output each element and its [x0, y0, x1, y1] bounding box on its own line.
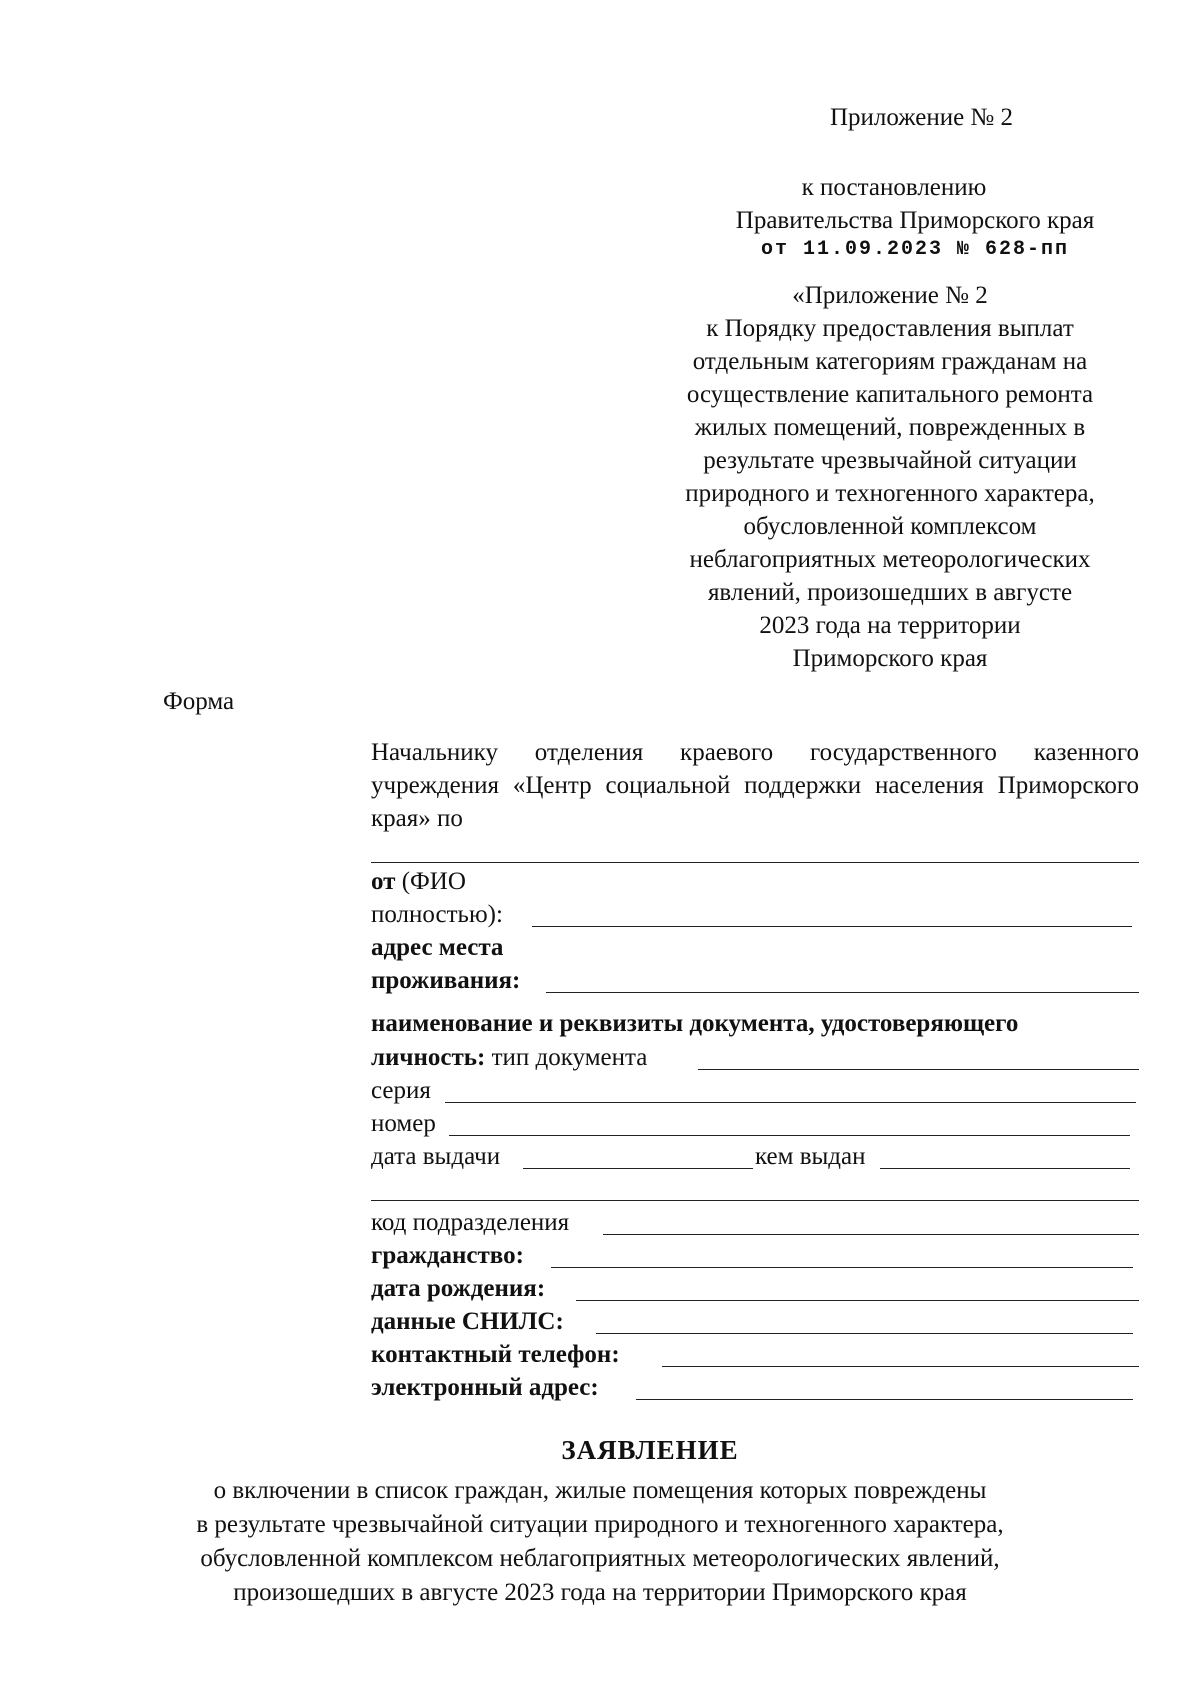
government-name: Правительства Приморского края — [735, 207, 1095, 234]
statement-subtitle — [0, 1474, 1200, 1610]
issued-by-label: кем выдан — [755, 1143, 866, 1170]
citizenship-label: гражданство: — [371, 1242, 524, 1269]
email-label: электронный адрес: — [371, 1374, 599, 1401]
order-line: «Приложение № 2 — [792, 282, 988, 309]
order-line: 2023 года на территории — [759, 612, 1021, 639]
identity-doc-type-label: личность: тип документа — [371, 1044, 648, 1071]
from-label: от (ФИО — [371, 868, 466, 895]
statement-title: ЗАЯВЛЕНИЕ — [561, 1435, 739, 1465]
order-line: отдельным категориям гражданам на — [692, 348, 1088, 375]
citizenship-field[interactable] — [551, 1267, 1133, 1268]
resolution-ref: от 11.09.2023 № 628-пп — [760, 238, 1070, 261]
order-line: Приморского края — [792, 645, 988, 672]
series-field[interactable] — [445, 1102, 1136, 1103]
birth-date-label: дата рождения: — [371, 1275, 546, 1302]
order-line: явлений, произошедших в августе — [707, 579, 1073, 606]
issue-date-field[interactable] — [523, 1168, 753, 1169]
snils-label: данные СНИЛС: — [371, 1308, 564, 1335]
order-appendix — [640, 279, 1140, 675]
phone-field[interactable] — [662, 1366, 1139, 1367]
order-line: жилых помещений, поврежденных в — [694, 414, 1086, 441]
order-line: осуществление капитального ремонта — [686, 381, 1094, 408]
number-field[interactable] — [449, 1135, 1130, 1136]
series-label: серия — [371, 1077, 431, 1104]
issued-by-field[interactable] — [880, 1168, 1130, 1169]
order-line: неблагоприятных метеорологических — [689, 546, 1091, 573]
addressee-text: Начальнику отделения краевого государственного казенного учреждения «Центр социальной поддержки населения Приморского края» по — [371, 739, 1139, 832]
form-label: Форма — [163, 688, 235, 715]
address-label-1: адрес места — [371, 934, 504, 961]
snils-field[interactable] — [596, 1333, 1133, 1334]
email-field[interactable] — [636, 1399, 1133, 1400]
order-line: результате чрезвычайной ситуации — [703, 447, 1077, 474]
issue-date-label: дата выдачи — [371, 1143, 501, 1170]
issued-by-field-continued[interactable] — [371, 1200, 1139, 1201]
phone-label: контактный телефон: — [371, 1341, 620, 1368]
to-resolution: к постановлению — [801, 174, 987, 201]
full-name-field[interactable] — [532, 926, 1132, 927]
statement-line: о включении в список граждан, жилые помещения которых повреждены — [213, 1477, 987, 1504]
number-label: номер — [371, 1110, 436, 1137]
statement-line: произошедших в августе 2023 года на территории Приморского края — [233, 1579, 967, 1606]
order-line: природного и техногенного характера, — [685, 480, 1095, 507]
statement-line: обусловленной комплексом неблагоприятных метеорологических явлений, — [200, 1545, 1000, 1572]
birth-date-field[interactable] — [576, 1300, 1139, 1301]
addressee-blank-line[interactable] — [371, 862, 1139, 863]
address-label-2: проживания: — [371, 967, 521, 994]
doc-type-field[interactable] — [698, 1069, 1139, 1070]
appendix-number: Приложение № 2 — [830, 104, 1014, 131]
document-heading: наименование и реквизиты документа, удостоверяющего — [371, 1010, 1019, 1037]
order-line: к Порядку предоставления выплат — [706, 315, 1074, 342]
division-code-field[interactable] — [603, 1234, 1139, 1235]
address-field[interactable] — [546, 992, 1139, 993]
statement-line: в результате чрезвычайной ситуации природного и техногенного характера, — [196, 1511, 1004, 1538]
resolution-header — [690, 171, 1140, 263]
order-line: обусловленной комплексом — [743, 513, 1037, 540]
full-name-label: полностью): — [371, 901, 503, 928]
division-code-label: код подразделения — [371, 1209, 570, 1236]
